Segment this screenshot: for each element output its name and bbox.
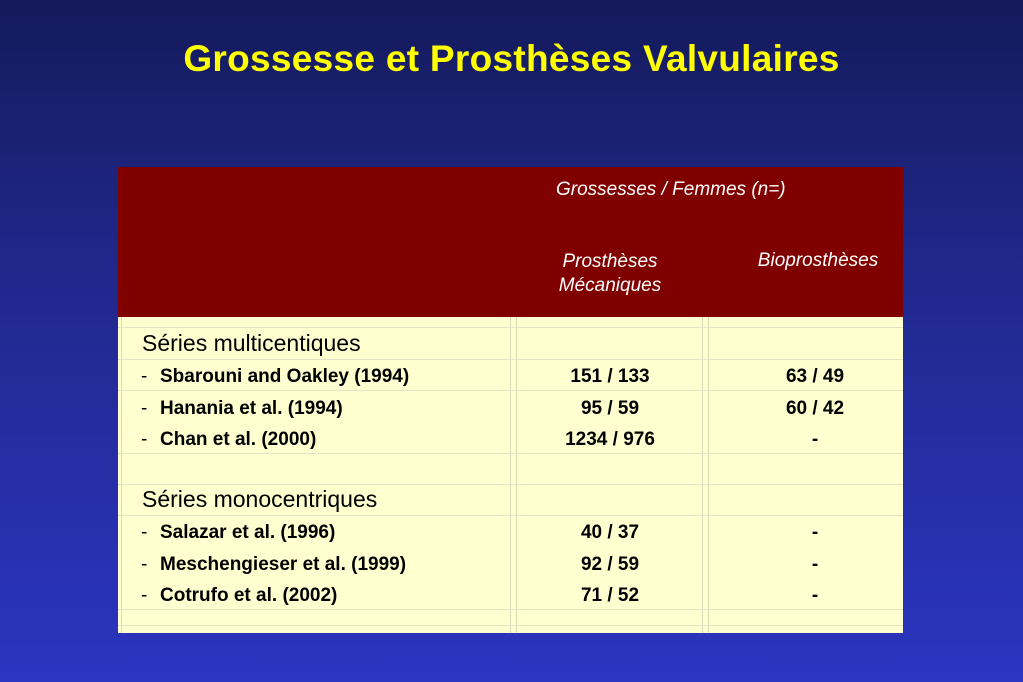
bio-value: - [811, 585, 819, 606]
grid-vline [708, 317, 709, 633]
study-name: Meschengieser et al. (1999) [160, 554, 407, 575]
grid-hline [118, 515, 903, 516]
grid-hline [118, 327, 903, 328]
row-dash: - [141, 522, 148, 543]
grid-vline [121, 317, 122, 633]
mechanical-value: 151 / 133 [570, 366, 650, 387]
grid-vline [510, 317, 511, 633]
grid-vline [516, 317, 517, 633]
bio-value: - [811, 554, 819, 575]
row-dash: - [141, 366, 148, 387]
mechanical-value: 40 / 37 [580, 522, 640, 543]
data-table [118, 167, 903, 633]
grid-hline [118, 609, 903, 610]
mechanical-value: 71 / 52 [580, 585, 640, 606]
grid-hline [118, 484, 903, 485]
bio-value: - [811, 522, 819, 543]
row-dash: - [141, 585, 148, 606]
row-dash: - [141, 398, 148, 419]
table-header [118, 167, 903, 317]
grid-hline [118, 390, 903, 391]
section-label-monocentric: Séries monocentriques [142, 486, 378, 512]
row-dash: - [141, 429, 148, 450]
bio-value: - [811, 429, 819, 450]
bio-value: 63 / 49 [785, 366, 845, 387]
col-bio-header: Bioprosthèses [757, 250, 879, 271]
grid-hline [118, 453, 903, 454]
grid-hline [118, 359, 903, 360]
grid-hline [118, 625, 903, 626]
col-mechanical-line2: Mécaniques [558, 275, 662, 296]
col-mechanical-line1: Prosthèses [562, 251, 658, 272]
slide-title: Grossesse et Prosthèses Valvulaires [183, 38, 840, 79]
bio-value: 60 / 42 [785, 398, 845, 419]
study-name: Salazar et al. (1996) [160, 522, 336, 543]
mechanical-value: 95 / 59 [580, 398, 640, 419]
grid-vline [702, 317, 703, 633]
mechanical-value: 1234 / 976 [565, 429, 655, 450]
study-name: Chan et al. (2000) [160, 429, 317, 450]
mechanical-value: 92 / 59 [580, 554, 640, 575]
study-name: Sbarouni and Oakley (1994) [160, 366, 410, 387]
group-header: Grossesses / Femmes (n=) [556, 179, 786, 200]
study-name: Hanania et al. (1994) [160, 398, 343, 419]
col-mechanical-header [518, 250, 702, 298]
row-dash: - [141, 554, 148, 575]
study-name: Cotrufo et al. (2002) [160, 585, 338, 606]
section-label-multicentric: Séries multicentiques [142, 330, 361, 356]
